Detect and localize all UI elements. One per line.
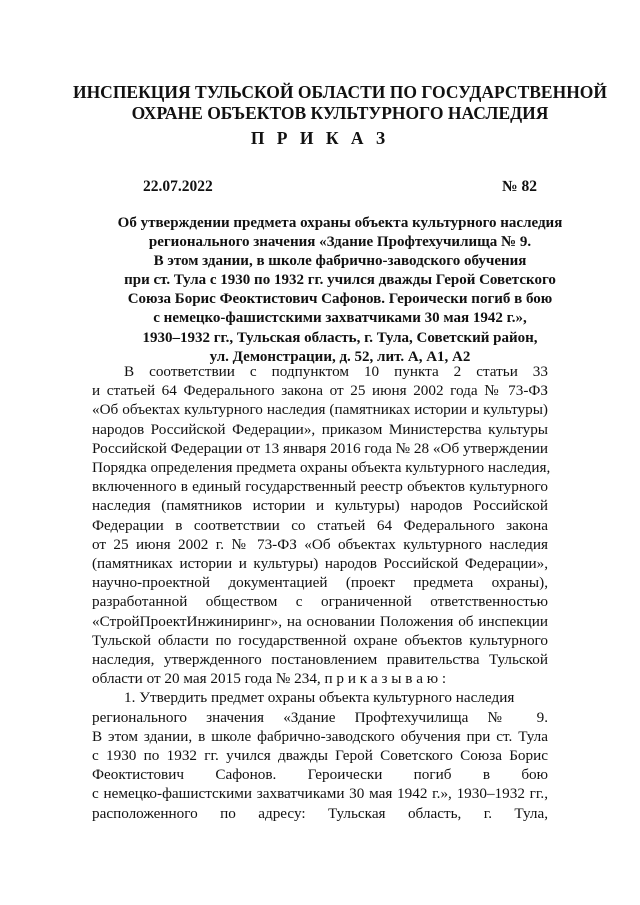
preamble-paragraph [92,362,551,688]
text-line: «Об объектах культурного наследия (памятниках истории и культуры) [92,401,548,419]
order-subject [60,214,620,367]
text-line: регионального значения «Здание Профтехучилища № 9. [92,708,548,726]
text-line: народов Российской Федерации», приказом Министерства культуры [92,420,548,438]
document-type-title: П Р И К А З [250,128,390,148]
subject-line: В этом здании, в школе фабрично-заводского обучения [153,253,527,270]
text-line: от 25 июня 2002 г. № 73-ФЗ «Об объектах культурного наследия [92,535,548,553]
text-line: Российской Федерации от 13 января 2016 года № 28 «Об утверждении [92,439,548,457]
text-line: В соответствии с подпунктом 10 пункта 2 статьи 33 [124,363,548,380]
subject-line: Союза Борис Феоктистович Сафонов. Героически погиб в бою [127,291,553,308]
text-line: наследия, утвержденного постановлением правительства Тульской [92,651,548,669]
text-line: научно-проектной документацией (проект предмета охраны), [92,574,548,592]
subject-line: регионального значения «Здание Профтехучилища № 9. [148,234,532,251]
text-line: с немецко-фашистскими захватчиками 30 мая 1942 г.», 1930–1932 гг., [92,785,548,803]
subject-line: ул. Демонстрации, д. 52, лит. А, А1, А2 [209,348,471,365]
order-item-1 [92,688,548,822]
text-line: Федерации в соответствии со статьей 64 Федерального закона [92,516,548,534]
order-date: 22.07.2022 [143,178,213,195]
subject-line: 1930–1932 гг., Тульская область, г. Тула, Советский район, [142,329,538,346]
order-number: № 82 [502,178,537,195]
order-body [92,362,551,823]
text-line: области от 20 мая 2015 года № 234, п р и к а з ы в а ю : [92,670,447,688]
text-line: В этом здании, в школе фабрично-заводского обучения при ст. Тула [92,727,548,745]
text-line: с 1930 по 1932 гг. учился дважды Герой Советского Союза Борис [92,747,548,765]
text-line: Феоктистович Сафонов. Героически погиб в бою [92,766,548,784]
subject-line: с немецко-фашистскими захватчиками 30 мая 1942 г.», [153,310,527,327]
organization-line: ОХРАНЕ ОБЪЕКТОВ КУЛЬТУРНОГО НАСЛЕДИЯ [131,103,549,123]
text-line: (памятниках истории и культуры) народов Российской Федерации», [92,555,548,573]
organization-header [60,82,620,124]
organization-line: ИНСПЕКЦИЯ ТУЛЬСКОЙ ОБЛАСТИ ПО ГОСУДАРСТВЕННОЙ [72,82,608,102]
subject-line: при ст. Тула с 1930 по 1932 гг. учился дважды Герой Советского [124,272,556,289]
text-line: расположенного по адресу: Тульская область, г. Тула, [92,804,548,822]
text-line: и статьей 64 Федерального закона от 25 июня 2002 года № 73-ФЗ [92,382,548,400]
text-line: наследия (памятников истории и культуры) народов Российской [92,497,548,515]
text-line: Порядка определения предмета охраны объекта культурного наследия, [92,459,551,477]
text-line: включенного в единый государственный реестр объектов культурного [92,478,548,496]
text-line: Тульской области по государственной охране объектов культурного [92,631,548,649]
text-line: разработанной обществом с ограниченной ответственностью [92,593,548,611]
subject-line: Об утверждении предмета охраны объекта культурного наследия [117,215,563,231]
text-line: 1. Утвердить предмет охраны объекта культурного наследия [124,689,515,707]
text-line: «СтройПроектИнжиниринг», на основании Положения об инспекции [92,612,548,630]
